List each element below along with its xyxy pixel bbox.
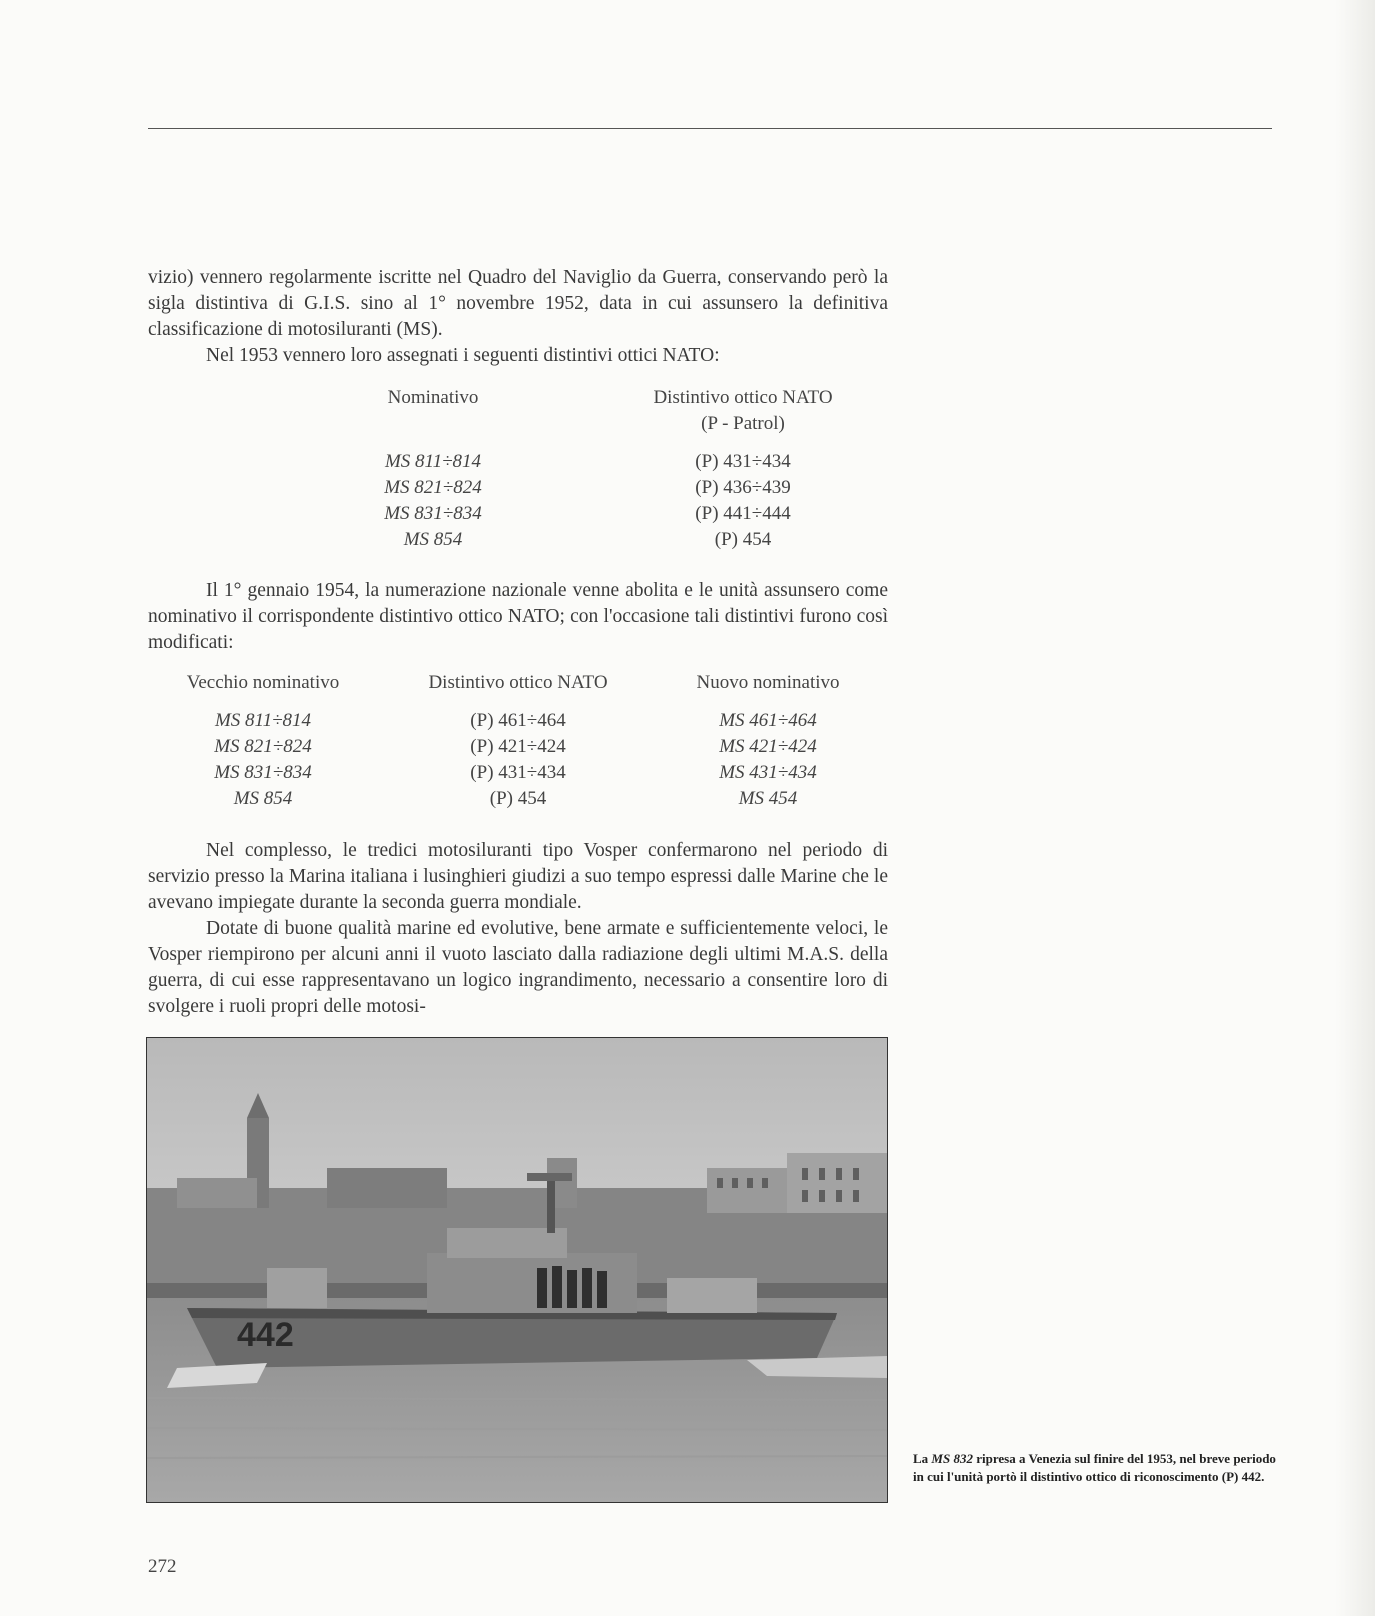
table-1: [148, 385, 888, 555]
ship-photo-illustration: [147, 1038, 887, 1502]
table-cell: MS 431÷434: [719, 762, 817, 783]
table-cell: (P) 436÷439: [695, 477, 791, 498]
table-header: Nominativo: [387, 387, 479, 408]
caption-lead: La: [913, 1451, 932, 1466]
table-cell: (P) 431÷434: [470, 762, 566, 783]
table-cell: MS 421÷424: [719, 736, 817, 757]
table-2: [148, 670, 888, 810]
paragraph: Nel complesso, le tredici motosiluranti tipo Vosper confermarono nel periodo di servizio presso la Marina italiana i lusinghieri giudizi a suo tempo espressi dalle Marine che le avevano impiegate durante la seconda guerra mondiale.: [148, 840, 888, 913]
table-header: Vecchio nominativo: [186, 672, 340, 693]
table-cell: MS 821÷824: [214, 736, 312, 757]
table-cell: (P) 421÷424: [470, 736, 566, 757]
table-cell: (P) 441÷444: [695, 503, 791, 524]
table-cell: MS 831÷834: [214, 762, 312, 783]
page-number: 272: [148, 1556, 177, 1577]
caption-text: ripresa a Venezia sul finire del 1953, nel breve periodo in cui l'unità portò il distintivo ottico di riconoscimento (P) 442.: [913, 1451, 1276, 1484]
table-cell: MS 854: [233, 788, 293, 809]
table-cell: (P) 454: [489, 788, 547, 809]
photo-caption: [913, 1450, 1283, 1486]
table-header: Distintivo ottico NATO: [653, 387, 833, 408]
header-rule: [148, 128, 1272, 129]
table-header: Distintivo ottico NATO: [428, 672, 608, 693]
table-cell: MS 831÷834: [384, 503, 482, 524]
table-cell: MS 461÷464: [719, 710, 817, 731]
caption-ship-name: MS 832: [931, 1451, 973, 1466]
table-subheader: (P - Patrol): [701, 413, 785, 434]
paragraph: Il 1° gennaio 1954, la numerazione nazionale venne abolita e le unità assunsero come nominativo il corrispondente distintivo ottico NATO; con l'occasione tali distintivi furono così modificati:: [148, 580, 888, 653]
table-cell: MS 811÷814: [214, 710, 312, 731]
table-cell: MS 821÷824: [384, 477, 482, 498]
paragraph: Dotate di buone qualità marine ed evolutive, bene armate e sufficientemente veloci, le Vosper riempirono per alcuni anni il vuoto lasciato dalla radiazione degli ultimi M.A.S. della guerra, di cui esse rappresentavano un logico ingrandimento, necessario a consentire loro di svolgere i ruoli propri delle motosi-: [148, 918, 888, 1017]
table-cell: (P) 431÷434: [695, 451, 791, 472]
ship-photo: [146, 1037, 888, 1503]
paragraph: Nel 1953 vennero loro assegnati i seguenti distintivi ottici NATO:: [206, 345, 720, 366]
paragraph: vizio) vennero regolarmente iscritte nel Quadro del Naviglio da Guerra, conservando però la sigla distintiva di G.I.S. sino al 1° novembre 1952, data in cui assunsero la definitiva classificazione di motosiluranti (MS).: [148, 267, 888, 340]
hull-number: 442: [237, 1316, 294, 1354]
table-cell: (P) 454: [714, 529, 772, 550]
table-cell: MS 811÷814: [384, 451, 482, 472]
table-cell: MS 854: [403, 529, 463, 550]
table-cell: (P) 461÷464: [470, 710, 566, 731]
text-block-2: [148, 578, 888, 656]
text-block-3: [148, 838, 888, 1020]
text-block-1: [148, 265, 888, 369]
page-gutter-shadow: [1335, 0, 1375, 1616]
table-cell: MS 454: [738, 788, 798, 809]
table-header: Nuovo nominativo: [696, 672, 840, 693]
